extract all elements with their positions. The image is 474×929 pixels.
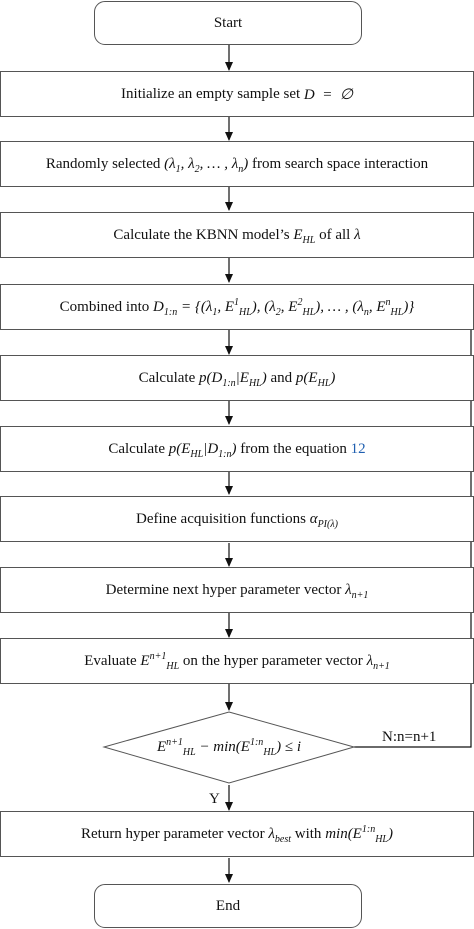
calc-ehl-math2: λ <box>354 226 361 243</box>
calc-p-step <box>0 355 474 401</box>
calc-post-step <box>0 426 474 472</box>
end-node <box>94 884 362 928</box>
return-math2: $\min(E^{1:n}_{HL})$ <box>325 823 393 845</box>
return-prefix: Return hyper parameter vector <box>80 825 265 842</box>
yes-branch-label: Y <box>209 791 220 807</box>
acq-prefix: Define acquisition functions <box>135 510 306 527</box>
return-mid: with <box>294 825 322 842</box>
calc-ehl-prefix: Calculate the KBNN model’s <box>113 226 290 243</box>
acquisition-step <box>0 496 474 542</box>
evaluate-step <box>0 638 474 684</box>
random-math: ($\lambda_1$, $\lambda_2$, … , $\lambda_n$) <box>164 155 249 175</box>
evaluate-math: $E^{n+1}_{HL}$ <box>140 650 180 672</box>
evaluate-prefix: Evaluate <box>84 652 137 669</box>
next-prefix: Determine next hyper parameter vector <box>105 581 342 598</box>
calc-post-prefix: Calculate <box>108 440 165 457</box>
return-step <box>0 811 474 857</box>
calc-p-mid: and <box>270 369 293 386</box>
calc-post-math: $p(E_{HL}|D_{1:n})$ <box>168 440 237 460</box>
evaluate-math2: $\lambda_{n+1}$ <box>366 652 390 672</box>
random-step <box>0 141 474 187</box>
decision-condition <box>104 712 354 783</box>
return-math: $\lambda_{best}$ <box>268 825 292 845</box>
next-vector-step <box>0 567 474 613</box>
end-label: End <box>215 897 241 914</box>
calc-ehl-step <box>0 212 474 258</box>
calc-p-prefix: Calculate <box>138 369 196 386</box>
no-branch-label: N:n=n+1 <box>382 729 437 745</box>
calc-p-math: $p(D_{1:n}|E_{HL})$ <box>198 369 267 389</box>
next-math: $\lambda_{n+1}$ <box>345 581 369 601</box>
combine-step <box>0 284 474 330</box>
combine-math: $D_{1:n} = \{(\lambda_1$, $E^1_{HL}$), ($\lambda_2$, $E^2_{HL}$), … , ($\lambda_n$, $E^n_{HL}$)} <box>153 296 415 318</box>
calc-p-math2: $p(E_{HL})$ <box>295 369 336 389</box>
evaluate-mid: on the hyper parameter vector <box>182 652 363 669</box>
init-step <box>0 71 474 117</box>
init-math: D = ∅ <box>303 86 353 103</box>
acq-math: $\alpha_{PI(\lambda)}$ <box>309 510 339 530</box>
init-text: Initialize an empty sample set <box>121 85 301 102</box>
calc-ehl-mid: of all <box>319 226 351 243</box>
decision-math: $E^{n+1}_{HL} - \min(E^{1:n}_{HL}) \le i$ <box>156 737 302 758</box>
random-suffix: from search space interaction <box>251 155 429 172</box>
calc-post-suffix: from the equation <box>240 440 347 457</box>
calc-ehl-math: $E_{HL}$ <box>293 226 316 246</box>
combine-prefix: Combined into <box>59 298 150 315</box>
start-node <box>94 1 362 45</box>
equation-ref-link[interactable]: 12 <box>350 440 366 457</box>
random-prefix: Randomly selected <box>45 155 161 172</box>
start-label: Start <box>213 14 243 31</box>
